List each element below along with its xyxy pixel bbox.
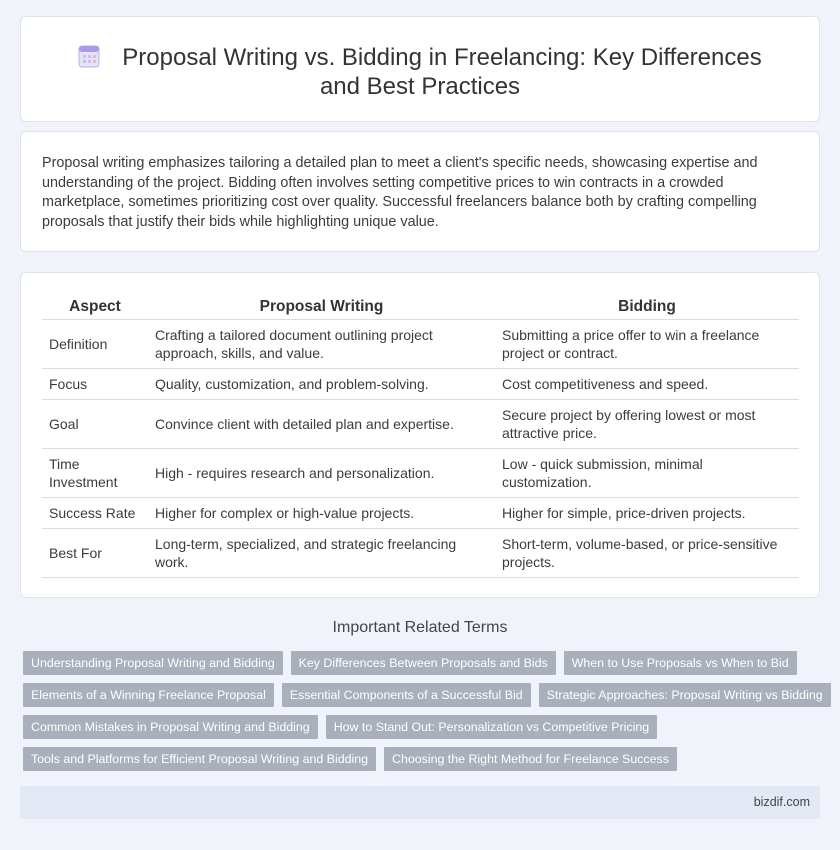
proposal-cell: Long-term, specialized, and strategic freelancing work.	[148, 528, 495, 577]
bidding-cell: Higher for simple, price-driven projects.	[495, 497, 799, 528]
bidding-cell: Cost competitiveness and speed.	[495, 368, 799, 399]
bidding-cell: Low - quick submission, minimal customization.	[495, 448, 799, 497]
related-term-tag[interactable]: Tools and Platforms for Efficient Proposal Writing and Bidding	[23, 747, 376, 771]
related-term-tag[interactable]: How to Stand Out: Personalization vs Competitive Pricing	[326, 715, 657, 739]
page-title: Proposal Writing vs. Bidding in Freelancing: Key Differences and Best Practices	[122, 44, 762, 100]
related-term-tag[interactable]: Elements of a Winning Freelance Proposal	[23, 683, 274, 707]
intro-paragraph: Proposal writing emphasizes tailoring a detailed plan to meet a client's specific needs, showcasing expertise and understanding of the project. Bidding often involves setting competitive prices to win contracts in a crowded marketplace, sometimes prioritizing cost over quality. Successful freelancers balance both by crafting compelling proposals that justify their bids while highlighting unique value.	[42, 155, 758, 230]
related-term-tag[interactable]: Essential Components of a Successful Bid	[282, 683, 531, 707]
comparison-card	[20, 272, 820, 598]
header-card	[20, 16, 820, 122]
header-bidding: Bidding	[495, 296, 799, 319]
proposal-cell: Higher for complex or high-value projects.	[148, 497, 495, 528]
proposal-cell: High - requires research and personalization.	[148, 448, 495, 497]
aspect-cell: Best For	[42, 528, 148, 577]
header-proposal-writing: Proposal Writing	[148, 296, 495, 319]
proposal-cell: Convince client with detailed plan and expertise.	[148, 399, 495, 448]
table-header-row	[42, 296, 799, 319]
aspect-cell: Definition	[42, 319, 148, 368]
related-term-tag[interactable]: Strategic Approaches: Proposal Writing vs Bidding	[539, 683, 831, 707]
table-row	[42, 448, 799, 497]
site-name[interactable]: bizdif.com	[753, 795, 810, 809]
aspect-cell: Success Rate	[42, 497, 148, 528]
document-icon	[78, 44, 100, 68]
bidding-cell: Short-term, volume-based, or price-sensitive projects.	[495, 528, 799, 577]
intro-card	[20, 131, 820, 252]
aspect-cell: Goal	[42, 399, 148, 448]
table-row	[42, 399, 799, 448]
page-title-row	[21, 43, 819, 101]
proposal-cell: Crafting a tailored document outlining project approach, skills, and value.	[148, 319, 495, 368]
related-terms-list	[23, 651, 823, 779]
related-terms-heading: Important Related Terms	[332, 619, 508, 636]
table-row	[42, 497, 799, 528]
aspect-cell: Time Investment	[42, 448, 148, 497]
comparison-table	[42, 296, 799, 578]
footer-bar	[20, 786, 820, 819]
related-term-tag[interactable]: When to Use Proposals vs When to Bid	[564, 651, 797, 675]
related-term-tag[interactable]: Key Differences Between Proposals and Bids	[291, 651, 556, 675]
bidding-cell: Secure project by offering lowest or most attractive price.	[495, 399, 799, 448]
related-term-tag[interactable]: Common Mistakes in Proposal Writing and Bidding	[23, 715, 318, 739]
proposal-cell: Quality, customization, and problem-solving.	[148, 368, 495, 399]
table-row	[42, 528, 799, 577]
related-term-tag[interactable]: Understanding Proposal Writing and Bidding	[23, 651, 283, 675]
bidding-cell: Submitting a price offer to win a freelance project or contract.	[495, 319, 799, 368]
table-row	[42, 368, 799, 399]
header-aspect: Aspect	[42, 296, 148, 319]
table-row	[42, 319, 799, 368]
aspect-cell: Focus	[42, 368, 148, 399]
related-term-tag[interactable]: Choosing the Right Method for Freelance Success	[384, 747, 677, 771]
